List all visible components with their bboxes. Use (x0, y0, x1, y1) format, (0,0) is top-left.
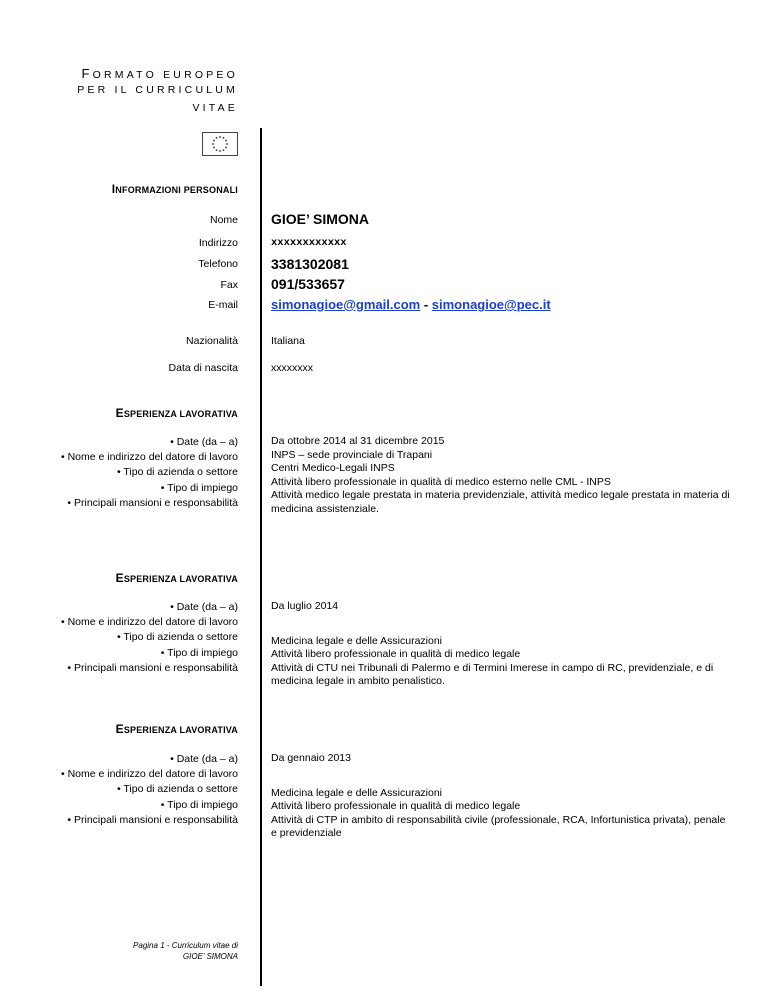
footer-page-number: 1 (160, 941, 165, 950)
experience-2-values (271, 600, 731, 689)
eu-flag-icon (202, 132, 238, 156)
experience-3-labels (61, 752, 238, 828)
cv-title-initial: F (81, 66, 93, 81)
section-rest: NFORMAZIONI PERSONALI (115, 185, 238, 195)
address-label: Indirizzo (198, 237, 238, 249)
experience-job-type: Attività libero professionale in qualità di medico esterno nelle CML - INPS (271, 475, 611, 488)
footer-line-1 (133, 940, 238, 951)
company-type-label: • Tipo di azienda o settore (116, 466, 238, 479)
experience-company-type: Centri Medico-Legali INPS (271, 462, 395, 475)
company-type-label: • Tipo di azienda o settore (116, 783, 238, 796)
cv-title-line-3: VITAE (192, 102, 238, 114)
column-divider (260, 128, 262, 986)
section-initial: E (115, 571, 124, 585)
phone-label: Telefono (198, 258, 238, 270)
phone-value: 3381302081 (271, 256, 349, 272)
email-link-gmail[interactable]: simonagioe@gmail.com (271, 297, 421, 312)
experience-duties: Attività medico legale prestata in materia previdenziale, attività medico legale prestata in materia di medicina assistenziale. (271, 489, 730, 515)
section-rest: SPERIENZA LAVORATIVA (123, 409, 238, 419)
email-separator: - (420, 297, 432, 312)
company-type-label: • Tipo di azienda o settore (116, 631, 238, 644)
section-initial: I (111, 182, 116, 196)
cv-title-line-2: PER IL CURRICULUM (77, 84, 238, 96)
duties-label: • Principali mansioni e responsabilità (67, 813, 238, 826)
fax-value: 091/533657 (271, 276, 345, 292)
cv-title-rest: ORMATO EUROPEO (92, 69, 238, 81)
name-label: Nome (209, 214, 238, 226)
employer-label: • Nome e indirizzo del datore di lavoro (60, 616, 238, 629)
birthdate-label: Data di nascita (168, 362, 238, 374)
experience-1-labels (61, 435, 238, 511)
fax-label: Fax (220, 279, 238, 291)
section-rest: SPERIENZA LAVORATIVA (123, 725, 238, 735)
address-value: xxxxxxxxxxxx (271, 237, 347, 249)
section-initial: E (115, 722, 124, 736)
section-experience-3 (116, 722, 238, 736)
employer-label: • Nome e indirizzo del datore di lavoro (60, 451, 238, 464)
email-link-pec[interactable]: simonagioe@pec.it (431, 297, 551, 312)
experience-date: Da luglio 2014 (271, 600, 339, 612)
experience-company-type: Medicina legale e delle Assicurazioni (271, 634, 443, 647)
experience-date: Da gennaio 2013 (271, 752, 351, 764)
cv-title-line-1 (82, 66, 239, 81)
nationality-label: Nazionalità (186, 335, 238, 347)
footer-page-label: Pagina (133, 941, 158, 950)
experience-duties: Attività di CTP in ambito di responsabilità civile (professionale, RCA, Infortunistica privata), penale e previdenziale (271, 813, 726, 840)
section-experience-1 (116, 406, 238, 420)
employer-label: • Nome e indirizzo del datore di lavoro (60, 768, 238, 781)
experience-job-type: Attività libero professionale in qualità di medico legale (271, 648, 521, 661)
section-experience-2 (116, 571, 238, 585)
date-label: • Date (da – a) (170, 753, 238, 765)
duties-label: • Principali mansioni e responsabilità (67, 661, 238, 674)
experience-3-values (271, 752, 731, 841)
experience-2-labels (61, 600, 238, 676)
section-initial: E (115, 406, 124, 420)
duties-label: • Principali mansioni e responsabilità (67, 496, 238, 509)
name-value: GIOE’ SIMONA (271, 211, 370, 227)
date-label: • Date (da – a) (170, 436, 238, 448)
experience-duties: Attività di CTU nei Tribunali di Palermo e di Termini Imerese in campo di RC, previdenziale, e di medicina legale in ambito penalistico. (271, 661, 714, 688)
experience-employer: INPS – sede provinciale di Trapani (271, 448, 433, 461)
job-type-label: • Tipo di impiego (160, 798, 238, 811)
experience-employer (271, 614, 731, 635)
footer-name: GIOE’ SIMONA (182, 952, 238, 961)
nationality-value: Italiana (271, 335, 305, 347)
experience-1-values (271, 435, 731, 517)
job-type-label: • Tipo di impiego (160, 481, 238, 494)
experience-company-type: Medicina legale e delle Assicurazioni (271, 786, 443, 799)
footer-suffix: - Curriculum vitae di (164, 941, 238, 950)
experience-job-type: Attività libero professionale in qualità di medico legale (271, 800, 521, 813)
email-value (271, 297, 551, 312)
job-type-label: • Tipo di impiego (160, 646, 238, 659)
email-label: E-mail (208, 299, 238, 311)
experience-date: Da ottobre 2014 al 31 dicembre 2015 (271, 435, 445, 447)
page-footer (133, 940, 238, 962)
section-rest: SPERIENZA LAVORATIVA (123, 574, 238, 584)
date-label: • Date (da – a) (170, 601, 238, 613)
birthdate-value: xxxxxxxx (271, 362, 313, 374)
experience-employer (271, 766, 731, 787)
section-personal-info (112, 182, 238, 196)
